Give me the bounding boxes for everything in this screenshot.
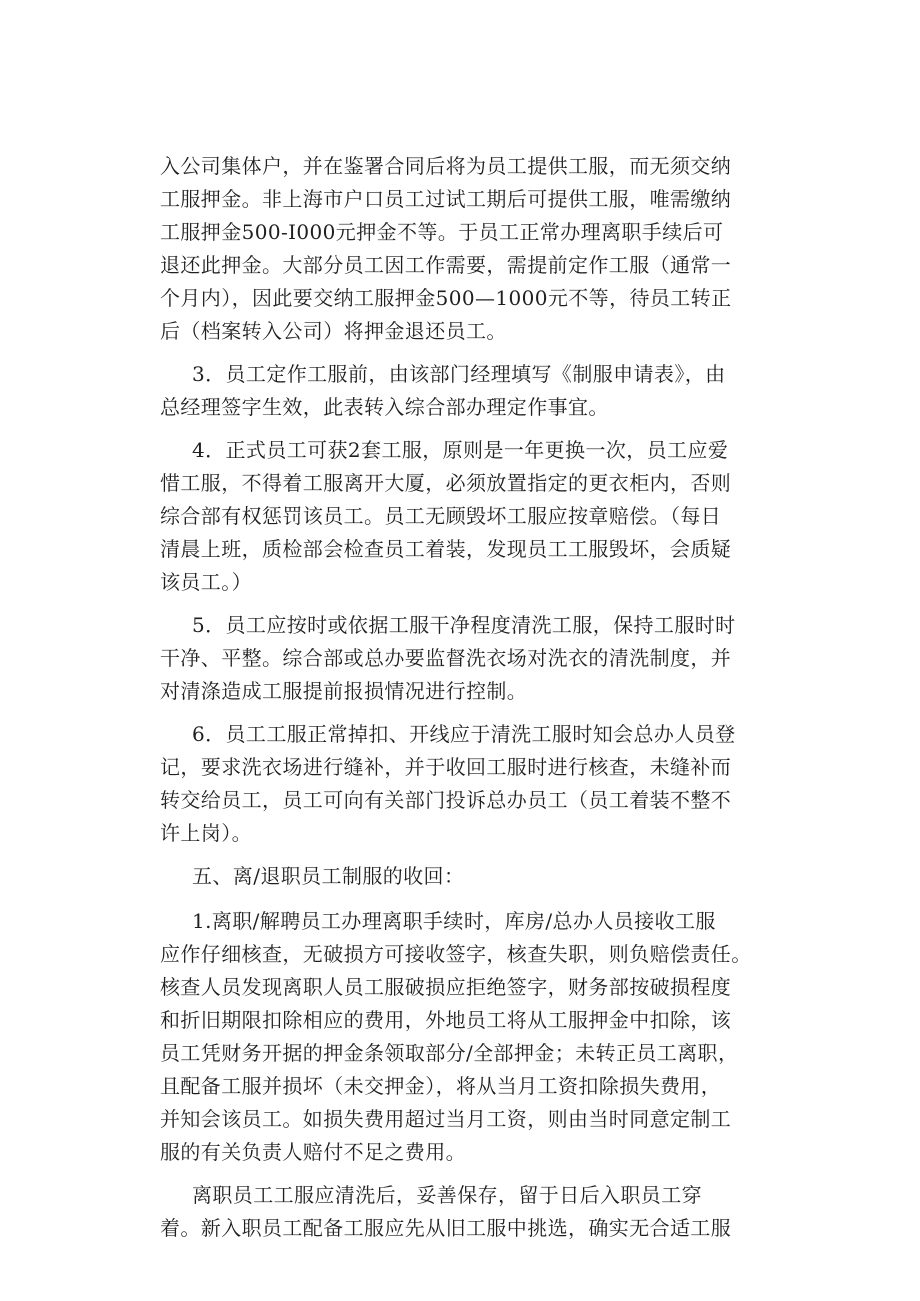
text-line: 1.离职/解聘员工办理离职手续时，库房/总办人员接收工服: [192, 909, 716, 933]
text-line: 员工凭财务开据的押金条领取部分/全部押金；未转正员工离职，: [160, 1041, 739, 1065]
text-line: 记，要求洗衣场进行缝补，并于收回工服时进行核查，未缝补而: [160, 755, 732, 779]
text-line: 服的有关负责人赔付不足之费用。: [160, 1140, 466, 1164]
text-line: 该员工。）: [160, 570, 252, 594]
text-line: 干净、平整。综合部或总办要监督洗衣场对洗衣的清洗制度，并: [160, 646, 732, 670]
document-page: [160, 150, 770, 1245]
text-line: 入公司集体户，并在鉴署合同后将为员工提供工服，而无须交纳: [160, 154, 732, 178]
text-line: 后（档案转入公司）将押金退还员工。: [160, 319, 507, 343]
text-line: 总经理签字生效，此表转入综合部办理定作事宜。: [160, 395, 609, 419]
section-heading-text: 五、离/退职员工制服的收回：: [192, 864, 465, 888]
text-line: 综合部有权惩罚该员工。员工无顾毁坏工服应按章赔偿。（每日: [160, 504, 722, 528]
text-line: 离职员工工服应清洗后，妥善保存，留于日后入职员工穿: [192, 1183, 702, 1207]
text-line: 4．正式员工可获2套工服，原则是一年更换一次，员工应爱: [192, 438, 729, 462]
paragraph-continuation: [160, 150, 770, 348]
text-line: 惜工服，不得着工服离开大厦，必须放置指定的更衣柜内，否则: [160, 471, 732, 495]
paragraph-item-3: [160, 358, 770, 424]
paragraph-item-6: [160, 718, 770, 850]
text-line: 退还此押金。大部分员工因工作需要，需提前定作工服（通常一: [160, 253, 732, 277]
text-line: 应作仔细核查，无破损方可接收签字，核查失职，则负赔偿责任。: [160, 942, 752, 966]
text-line: 许上岗）。: [160, 821, 252, 845]
text-line: 且配备工服并损坏（未交押金），将从当月工资扣除损失费用，: [160, 1074, 722, 1098]
text-line: 转交给员工，员工可向有关部门投诉总办员工（员工着装不整不: [160, 788, 732, 812]
text-line: 工服押金500-I000元押金不等。于员工正常办理离职手续后可: [160, 220, 724, 244]
text-line: 清晨上班，质检部会检查员工着装，发现员工工服毁坏，会质疑: [160, 537, 732, 561]
paragraph-item-4: [160, 434, 770, 599]
text-line: 和折旧期限扣除相应的费用，外地员工将从工服押金中扣除，该: [160, 1008, 732, 1032]
text-line: 个月内），因此要交纳工服押金500—1000元不等，待员工转正: [160, 286, 732, 310]
text-line: 6．员工工服正常掉扣、开线应于清洗工服时知会总办人员登: [192, 722, 736, 746]
paragraph-final: [160, 1179, 770, 1245]
text-line: 3．员工定作工服前，由该部门经理填写《制服申请表》，由: [192, 362, 726, 386]
text-line: 工服押金。非上海市户口员工过试工期后可提供工服，唯需缴纳: [160, 187, 732, 211]
text-line: 5．员工应按时或依据工服干净程度清洗工服，保持工服时时: [192, 613, 736, 637]
paragraph-subitem-1: [160, 905, 770, 1169]
section-heading-5: [160, 860, 770, 893]
text-line: 核查人员发现离职人员工服破损应拒绝签字，财务部按破损程度: [160, 975, 732, 999]
text-line: 并知会该员工。如损失费用超过当月工资，则由当时同意定制工: [160, 1107, 732, 1131]
text-line: 着。新入职员工配备工服应先从旧工服中挑选，确实无合适工服: [160, 1216, 732, 1240]
text-line: 对清涤造成工服提前报损情况进行控制。: [160, 679, 528, 703]
paragraph-item-5: [160, 609, 770, 708]
